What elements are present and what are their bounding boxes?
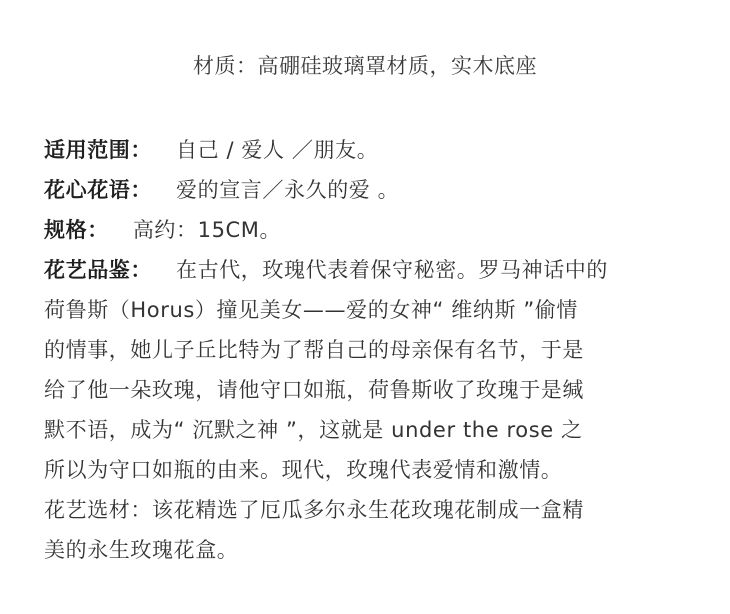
spec-row: [44, 210, 684, 250]
appreciation-text-line: 给了他一朵玫瑰，请他守口如瓶，荷鲁斯收了玫瑰于是缄: [44, 378, 584, 402]
appreciation-text-line: 在古代，玫瑰代表着保守秘密。罗马神话中的: [176, 258, 608, 282]
appreciation-row: [44, 250, 684, 290]
usage-row: [44, 130, 684, 170]
appreciation-text-line: 所以为守口如瓶的由来。现代，玫瑰代表爱情和激情。: [44, 458, 563, 482]
spec-value: 高约：15CM。: [132, 218, 282, 242]
selection-text-line: 美的永生玫瑰花盒。: [44, 538, 239, 562]
flower-meaning-label: 花心花语：: [44, 178, 152, 202]
appreciation-text-line: 默不语，成为“ 沉默之神 ”，这就是 under the rose 之: [44, 418, 583, 442]
appreciation-label: 花艺品鉴：: [44, 258, 152, 282]
spec-label: 规格：: [44, 218, 109, 242]
product-details: [44, 130, 684, 570]
selection-text-line: 花艺选材：该花精选了厄瓜多尔永生花玫瑰花制成一盒精: [44, 498, 584, 522]
appreciation-text-line: 荷鲁斯（Horus）撞见美女——爱的女神“ 维纳斯 ”偷情: [44, 298, 579, 322]
appreciation-text-line: 的情事，她儿子丘比特为了帮自己的母亲保有名节，于是: [44, 338, 584, 362]
usage-value: 自己 / 爱人 ／朋友。: [176, 138, 379, 162]
flower-meaning-row: [44, 170, 684, 210]
material-description: 材质：高硼硅玻璃罩材质，实木底座: [193, 54, 537, 78]
usage-label: 适用范围：: [44, 138, 152, 162]
flower-meaning-value: 爱的宣言／永久的爱 。: [176, 178, 400, 202]
